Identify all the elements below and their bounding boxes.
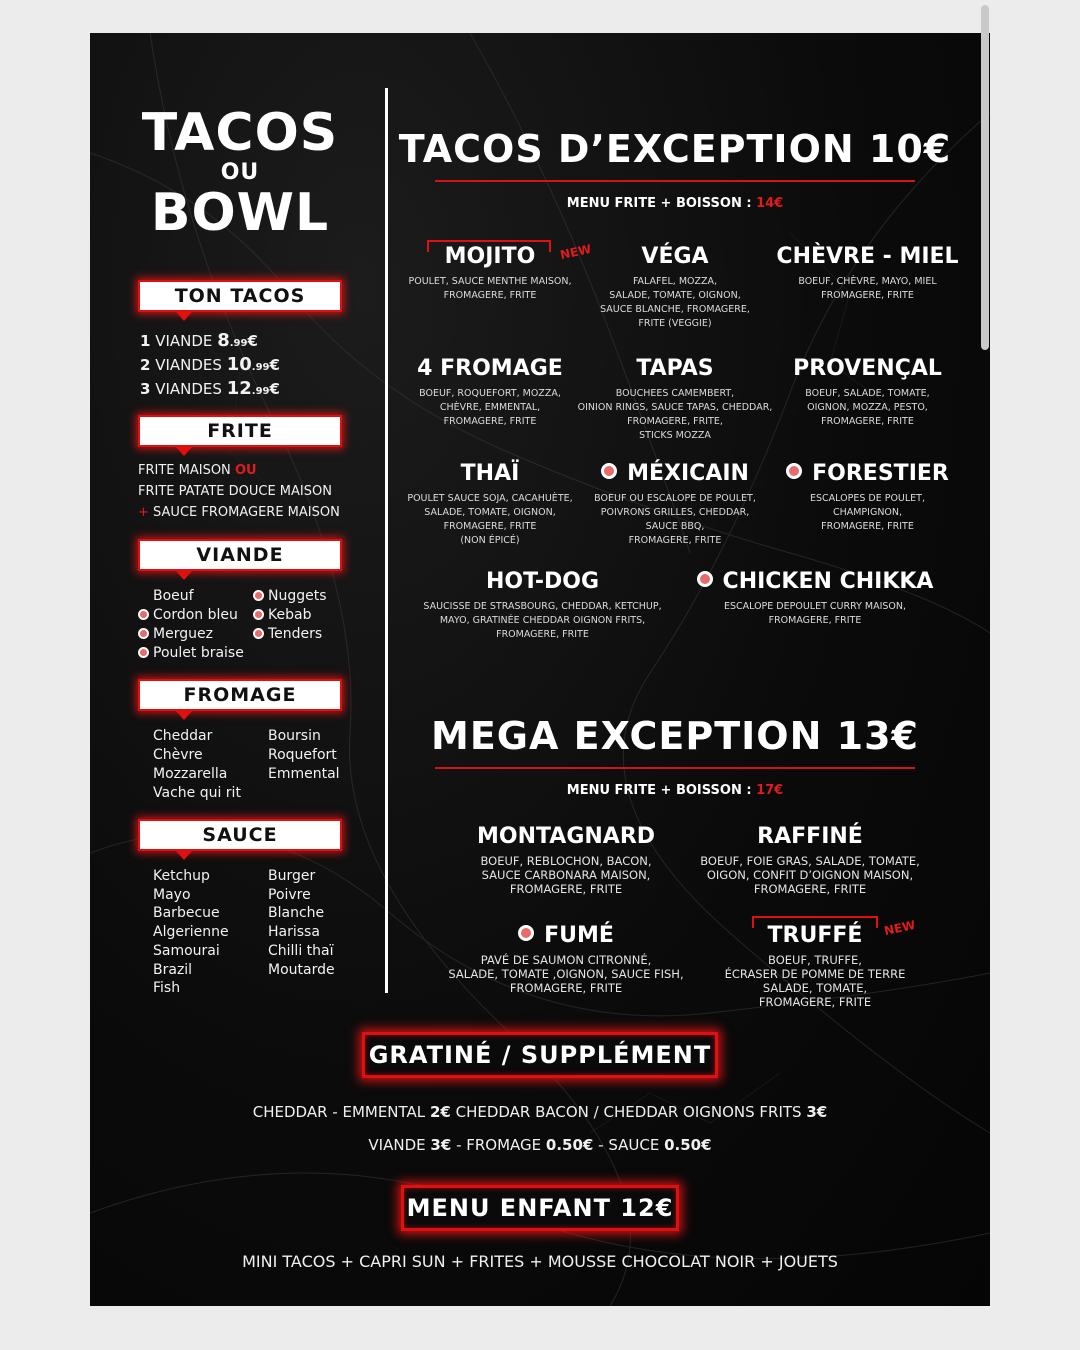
item-forestier: FORESTIER (760, 461, 975, 486)
exception-title: TACOS D’EXCEPTION 10€ (398, 127, 952, 171)
item-chicken-chikka: CHICKEN CHIKKA (680, 569, 950, 594)
viande-col1: Boeuf Cordon bleu Merguez Poulet braise (138, 587, 244, 663)
spicy-dot-icon (518, 925, 534, 941)
ton-tacos-prices (140, 330, 280, 399)
sauce-col1: Ketchup Mayo Barbecue Algerienne Samourai Brazil Fish (153, 868, 229, 997)
viande-col2: Nuggets Kebab Tenders (253, 587, 327, 644)
exception-rule (435, 180, 915, 182)
item-hot-dog-desc: SAUCISSE DE STRASBOURG, CHEDDAR, KETCHUP, MAYO, GRATINÉE CHEDDAR OIGNON FRITS, FROMAGERE, FRITE (423, 601, 662, 640)
frite-label: FRITE (138, 415, 342, 447)
spicy-dot-icon (697, 571, 713, 587)
item-raffine: RAFFINÉ (757, 824, 863, 849)
new-badge-mojito: NEW (558, 241, 593, 263)
fromage-label: FROMAGE (138, 679, 342, 711)
item-fume: FUMÉ (430, 923, 702, 948)
item-montagnard: MONTAGNARD (476, 824, 656, 849)
item-tapas: TAPAS (636, 356, 714, 381)
supplement-line-2: VIANDE 3€ - FROMAGE 0.50€ - SAUCE 0.50€ (368, 1136, 712, 1154)
item-chevre-miel-desc: BOEUF, CHÈVRE, MAYO, MIEL FROMAGERE, FRITE (798, 276, 937, 301)
spicy-dot-icon (138, 609, 149, 620)
mega-title: MEGA EXCEPTION 13€ (431, 714, 919, 758)
menu-enfant-title: MENU ENFANT 12€ (401, 1185, 679, 1231)
sauce-col2: Burger Poivre Blanche Harissa Chilli thaï Moutarde (268, 868, 335, 978)
item-truffe-desc: BOEUF, TRUFFE, ÉCRASER DE POMME DE TERRE SALADE, TOMATE, FROMAGERE, FRITE (724, 953, 906, 1009)
ton-tacos-label: TON TACOS (138, 280, 342, 312)
item-tapas-desc: BOUCHEES CAMEMBERT, OINION RINGS, SAUCE TAPAS, CHEDDAR, FROMAGERE, FRITE, STICKS MOZZA (577, 388, 773, 441)
item-vega-desc: FALAFEL, MOZZA, SALADE, TOMATE, OIGNON, SAUCE BLANCHE, FROMAGERE, FRITE (VEGGIE) (600, 276, 750, 329)
page-scrollbar[interactable] (981, 5, 989, 350)
fromage-col1: Cheddar Chèvre Mozzarella Vache qui rit (153, 728, 241, 801)
viande-label: VIANDE (138, 539, 342, 571)
item-provencal-desc: BOEUF, SALADE, TOMATE, OIGNON, MOZZA, PESTO, FROMAGERE, FRITE (805, 388, 930, 427)
item-chevre-miel: CHÈVRE - MIEL (776, 244, 959, 269)
item-vega: VÉGA (641, 244, 709, 269)
menu-poster (90, 33, 990, 1306)
item-mojito-desc: POULET, SAUCE MENTHE MAISON, FROMAGERE, FRITE (408, 276, 572, 301)
item-montagnard-desc: BOEUF, REBLOCHON, BACON, SAUCE CARBONARA MAISON, FROMAGERE, FRITE (480, 854, 652, 896)
price-line-3: 3 VIANDES 12.99€ (140, 378, 280, 399)
spicy-dot-icon (253, 628, 264, 639)
item-4-fromage-desc: BOEUF, ROQUEFORT, MOZZA, CHÈVRE, EMMENTAL, FROMAGERE, FRITE (419, 388, 561, 427)
spicy-dot-icon (253, 590, 264, 601)
spicy-dot-icon (138, 628, 149, 639)
item-raffine-desc: BOEUF, FOIE GRAS, SALADE, TOMATE, OIGON, CONFIT D’OIGNON MAISON, FROMAGERE, FRITE (700, 854, 920, 896)
fromage-col2: Boursin Roquefort Emmental (268, 728, 340, 782)
menu-enfant-line: MINI TACOS + CAPRI SUN + FRITES + MOUSSE CHOCOLAT NOIR + JOUETS (242, 1252, 838, 1271)
mega-menu-line: MENU FRITE + BOISSON : 17€ (566, 783, 784, 798)
spicy-dot-icon (601, 463, 617, 479)
supplement-title: GRATINÉ / SUPPLÉMENT (362, 1032, 718, 1078)
mega-rule (435, 767, 915, 769)
spicy-dot-icon (786, 463, 802, 479)
title-tacos: TACOS (141, 103, 339, 163)
frite-list: FRITE MAISON OU FRITE PATATE DOUCE MAISON + SAUCE FROMAGERE MAISON (138, 463, 340, 520)
exception-menu-line: MENU FRITE + BOISSON : 14€ (566, 196, 784, 211)
new-badge-truffe: NEW (882, 917, 917, 939)
title-bowl: BOWL (150, 183, 330, 243)
item-fume-desc: PAVÉ DE SAUMON CITRONNÉ, SALADE, TOMATE ,OIGNON, SAUCE FISH, FROMAGERE, FRITE (448, 953, 684, 995)
column-divider (385, 88, 388, 993)
price-line-1: 1 VIANDE 8.99€ (140, 330, 258, 351)
supplement-line-1: CHEDDAR - EMMENTAL 2€ CHEDDAR BACON / CHEDDAR OIGNONS FRITS 3€ (252, 1103, 828, 1121)
item-mexicain: MÉXICAIN (575, 461, 775, 486)
item-4-fromage: 4 FROMAGE (417, 356, 563, 381)
item-mojito: MOJITO (444, 244, 536, 269)
item-thai: THAÏ (460, 461, 520, 486)
item-provencal: PROVENÇAL (793, 356, 942, 381)
spicy-dot-icon (253, 609, 264, 620)
spicy-dot-icon (138, 647, 149, 658)
item-thai-desc: POULET SAUCE SOJA, CACAHUÈTE, SALADE, TOMATE, OIGNON, FROMAGERE, FRITE (NON ÉPICÉ) (407, 493, 573, 546)
item-chicken-chikka-desc: ESCALOPE DEPOULET CURRY MAISON, FROMAGERE, FRITE (723, 601, 907, 626)
item-mexicain-desc: BOEUF OU ESCALOPE DE POULET, POIVRONS GRILLES, CHEDDAR, SAUCE BBQ, FROMAGERE, FRITE (594, 493, 756, 546)
item-truffe: TRUFFÉ (767, 923, 863, 948)
price-line-2: 2 VIANDES 10.99€ (140, 354, 280, 375)
item-forestier-desc: ESCALOPES DE POULET, CHAMPIGNON, FROMAGERE, FRITE (810, 493, 925, 532)
title-ou: OU (220, 160, 260, 185)
sauce-label: SAUCE (138, 819, 342, 851)
item-hot-dog: HOT-DOG (485, 569, 600, 594)
